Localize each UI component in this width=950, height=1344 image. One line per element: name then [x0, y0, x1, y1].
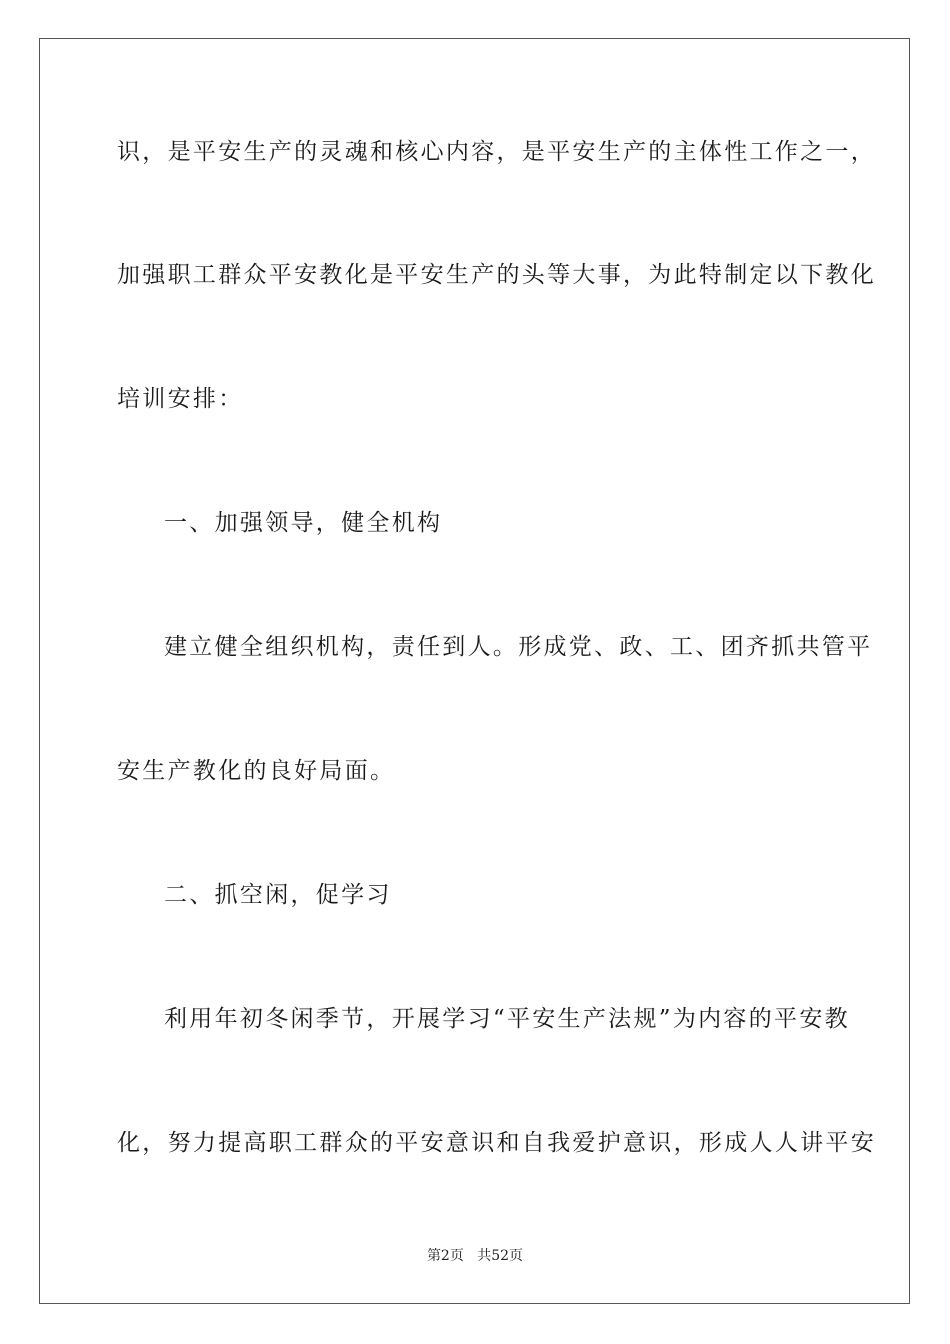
page-total: 共52页 — [477, 1248, 524, 1264]
body-line-6: 安生产教化的良好局面。 — [117, 758, 396, 784]
section-heading-1: 一、加强领导，健全机构 — [164, 510, 443, 536]
page-number: 第2页 — [426, 1248, 464, 1264]
body-line-1: 识，是平安生产的灵魂和核心内容，是平安生产的主体性工作之一， — [117, 139, 876, 165]
body-line-2: 加强职工群众平安教化是平安生产的头等大事，为此特制定以下教化 — [117, 262, 876, 288]
section-heading-2: 二、抓空闲，促学习 — [164, 882, 392, 908]
body-line-3: 培训安排： — [117, 386, 244, 412]
body-line-5: 建立健全组织机构，责任到人。形成党、政、工、团齐抓共管平 — [164, 634, 873, 660]
page-footer — [0, 1246, 950, 1266]
body-line-8: 利用年初冬闲季节，开展学习“平安生产法规”为内容的平安教 — [164, 1006, 850, 1032]
body-line-9: 化，努力提高职工群众的平安意识和自我爱护意识，形成人人讲平安 — [117, 1130, 876, 1156]
page-border — [39, 38, 910, 1304]
